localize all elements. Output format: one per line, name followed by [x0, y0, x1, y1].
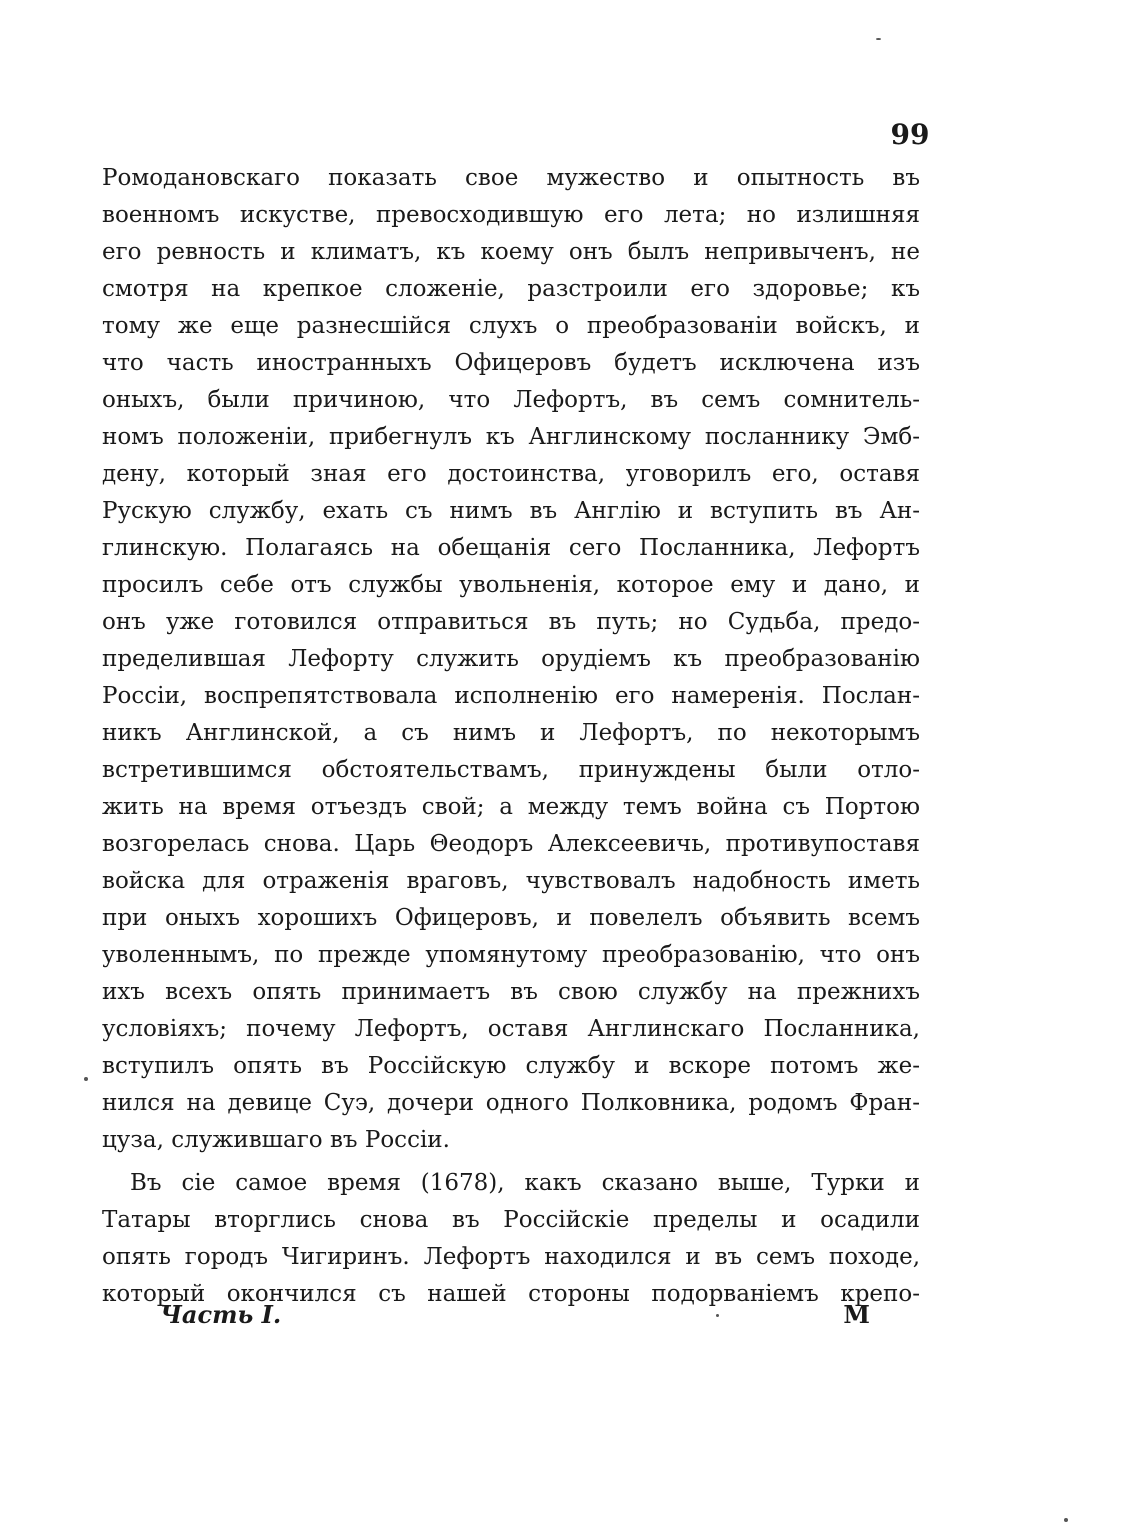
- text-line: пределившая Лефорту служить орудіемъ къ преобразованію: [102, 646, 920, 672]
- text-line: Рускую службу, ехать съ нимъ въ Англію и вступить въ Ан-: [102, 498, 920, 524]
- page-number: 99: [890, 118, 930, 151]
- ink-speck: [1064, 1518, 1068, 1522]
- body-text: [102, 160, 920, 1313]
- text-line: цуза, служившаго въ Россіи.: [102, 1127, 450, 1153]
- text-line: военномъ искустве, превосходившую его лета; но излишняя: [102, 202, 920, 228]
- signature-mark: Часть I.: [160, 1300, 282, 1329]
- text-line: при оныхъ хорошихъ Офицеровъ, и повелелъ объявить всемъ: [102, 905, 920, 931]
- text-line: смотря на крепкое сложеніе, разстроили его здоровье; къ: [102, 276, 920, 302]
- text-line: жить на время отъездъ свой; а между темъ война съ Портою: [102, 794, 920, 820]
- text-line: просилъ себе отъ службы увольненія, которое ему и дано, и: [102, 572, 920, 598]
- text-line: Татары вторглись снова въ Россійскіе пределы и осадили: [102, 1207, 920, 1233]
- ink-speck: [716, 1314, 719, 1317]
- text-line: условіяхъ; почему Лефортъ, оставя Англинскаго Посланника,: [102, 1016, 920, 1042]
- text-line: глинскую. Полагаясь на обещанія сего Посланника, Лефортъ: [102, 535, 920, 561]
- text-line: что часть иностранныхъ Офицеровъ будетъ исключена изъ: [102, 350, 920, 376]
- ink-speck: [876, 38, 881, 40]
- text-line: нился на девице Суэ, дочери одного Полковника, родомъ Фран-: [102, 1090, 920, 1116]
- text-line: который окончился съ нашей стороны подорваніемъ крепо-: [102, 1281, 920, 1307]
- text-line: никъ Англинской, а съ нимъ и Лефортъ, по некоторымъ: [102, 720, 920, 746]
- text-line: его ревность и климатъ, къ коему онъ былъ непривыченъ, не: [102, 239, 920, 265]
- paragraph: [102, 160, 920, 1159]
- text-line: онъ уже готовился отправиться въ путь; но Судьба, предо-: [102, 609, 920, 635]
- text-line: уволеннымъ, по прежде упомянутому преобразованію, что онъ: [102, 942, 920, 968]
- text-line: Россіи, воспрепятствовала исполненію его намеренія. Послан-: [102, 683, 920, 709]
- ink-speck: [84, 1077, 88, 1081]
- text-line: дену, который зная его достоинства, уговорилъ его, оставя: [102, 461, 920, 487]
- sheet-mark: M: [843, 1300, 870, 1329]
- text-line: войска для отраженія враговъ, чувствовалъ надобность иметь: [102, 868, 920, 894]
- text-line: опять городъ Чигиринъ. Лефортъ находился и въ семъ походе,: [102, 1244, 920, 1270]
- text-line: Въ сіе самое время (1678), какъ сказано выше, Турки и: [130, 1170, 920, 1196]
- page-footer: [160, 1300, 870, 1340]
- text-line: ихъ всехъ опять принимаетъ въ свою службу на прежнихъ: [102, 979, 920, 1005]
- paragraph: [102, 1165, 920, 1313]
- text-line: номъ положеніи, прибегнулъ къ Англинскому посланнику Эмб-: [102, 424, 920, 450]
- text-line: вступилъ опять въ Россійскую службу и вскоре потомъ же-: [102, 1053, 920, 1079]
- text-line: встретившимся обстоятельствамъ, принуждены были отло-: [102, 757, 920, 783]
- text-line: оныхъ, были причиною, что Лефортъ, въ семъ сомнитель-: [102, 387, 920, 413]
- text-line: тому же еще разнесшійся слухъ о преобразованіи войскъ, и: [102, 313, 920, 339]
- text-line: возгорелась снова. Царь Θеодоръ Алексеевичь, противупоставя: [102, 831, 920, 857]
- text-line: Ромодановскаго показать свое мужество и опытность въ: [102, 165, 920, 191]
